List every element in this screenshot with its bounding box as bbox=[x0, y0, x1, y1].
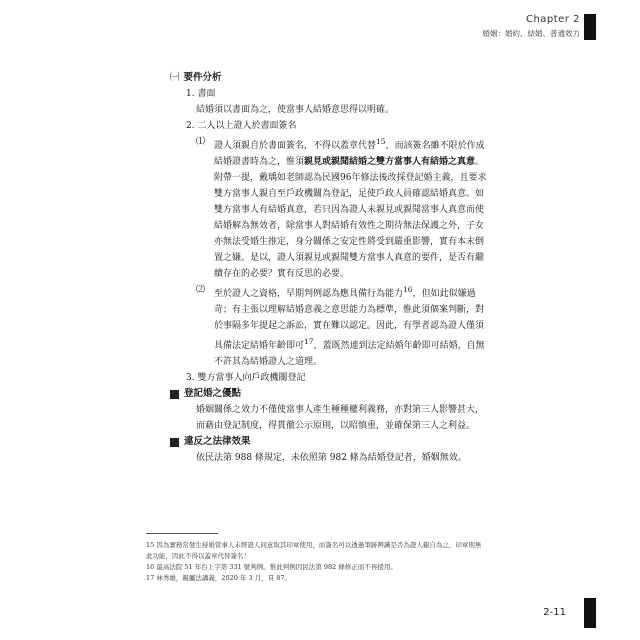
sub-paragraph-1 bbox=[174, 134, 492, 282]
page-tab-marker bbox=[584, 598, 596, 628]
chapter-subtitle: 婚姻：婚約、結婚、普通效力 bbox=[482, 29, 580, 38]
section-heading-advantages bbox=[170, 386, 492, 402]
item-heading: 3. 雙方當事人向戶政機關登記 bbox=[186, 373, 306, 383]
footnotes bbox=[146, 540, 484, 584]
text-run: 。附帶一提，戴瑀如老師認為民國96年修法後改採登記婚主義，且要求雙方當事人親自至戶政機關為登記，足使戶政人員確認結婚真意。如雙方當事人有結婚真意，若只因為證人未親見或親聞當事人真意而使結婚解為無效者，除當事人對結婚有效性之期待無法保護之外，子女亦無法受婚生推定，身分關係之安定性將受到嚴重影響，實有本末倒置之嫌。是以，證人須親見或親聞雙方當事人真意的要件，是否有繼續存在的必要？實有反思的必要。 bbox=[214, 157, 487, 279]
footnote-ref: 15 bbox=[376, 137, 386, 146]
text-run: ，但如此似嫌過苛；有主張以理解結婚意義之意思能力為標準，惟此須個案判斷，對於事隔多年提起之訴訟，實在難以認定。因此，有學者認為證人僅須具備法定結婚年齡即可 bbox=[214, 289, 485, 351]
section-title: 登記婚之優點 bbox=[184, 388, 242, 399]
text-run: 至於證人之資格，早期判例認為應具備行為能力 bbox=[214, 289, 404, 299]
section-heading-requirements bbox=[170, 70, 492, 86]
section-title: 違反之法律效果 bbox=[184, 436, 251, 447]
paragraph: 依民法第 988 條規定，未依照第 982 條為結婚登記者，婚姻無效。 bbox=[196, 453, 467, 463]
item-heading: 1. 書面 bbox=[186, 89, 216, 99]
section-box-icon bbox=[170, 390, 179, 399]
footnote-ref: 17 bbox=[304, 337, 314, 346]
section-heading-legal-effect bbox=[170, 434, 492, 450]
sub-paragraph-2 bbox=[174, 282, 492, 370]
text-run: 證人須親自於書面簽名，不得以蓋章代替 bbox=[214, 141, 377, 151]
sub-number: ⑵ bbox=[196, 285, 206, 295]
sub-text bbox=[214, 282, 492, 370]
text-run: ，而該簽名雖不限於作成結婚證書時為之，惟須 bbox=[214, 141, 485, 167]
text-run: ，蓋既然連到法定結婚年齡即可結婚，自無不許其為結婚證人之道理。 bbox=[214, 341, 485, 367]
paragraph: 婚姻關係之效力不僅使當事人產生種種權利義務，亦對第三人影響甚大，而藉由登記制度，得貫徹公示原則，以昭慎重，並確保第三人之利益。 bbox=[196, 405, 485, 431]
chapter-tab-marker bbox=[584, 14, 596, 40]
paragraph: 結婚須以書面為之，使當事人結婚意思得以明確。 bbox=[196, 105, 395, 115]
section-box-icon bbox=[170, 438, 179, 447]
sub-text bbox=[214, 134, 492, 282]
emphasis-text: 親見或親聞結婚之雙方當事人有結婚之真意 bbox=[304, 157, 476, 167]
footnote: 17 林秀雄，親屬法講義，2020 年 3 月，頁 87。 bbox=[146, 574, 292, 582]
chapter-header bbox=[483, 14, 581, 39]
sub-number: ⑴ bbox=[196, 137, 206, 147]
page-number: 2-11 bbox=[543, 607, 566, 618]
main-text bbox=[170, 70, 492, 466]
section-title: 要件分析 bbox=[183, 72, 222, 83]
footnote-ref: 16 bbox=[403, 285, 413, 294]
chapter-title: Chapter 2 bbox=[525, 14, 580, 25]
footnote-divider bbox=[146, 533, 218, 534]
section-marker: ㈠ bbox=[170, 72, 180, 83]
item-heading: 2. 二人以上證人於書面簽名 bbox=[186, 121, 297, 131]
footnote: 15 因為實務常發生持婚當事人未經證人同意取其印章使用，而簽名可以透過筆跡辨識是否為證人親自為之，印章則無此功能，因此不得以蓋章代替簽名！ bbox=[146, 541, 482, 560]
footnote: 16 最高法院 51 年台上字第 331 號判例。惟此判例因民法第 982 條修正而不再援用。 bbox=[146, 563, 397, 571]
